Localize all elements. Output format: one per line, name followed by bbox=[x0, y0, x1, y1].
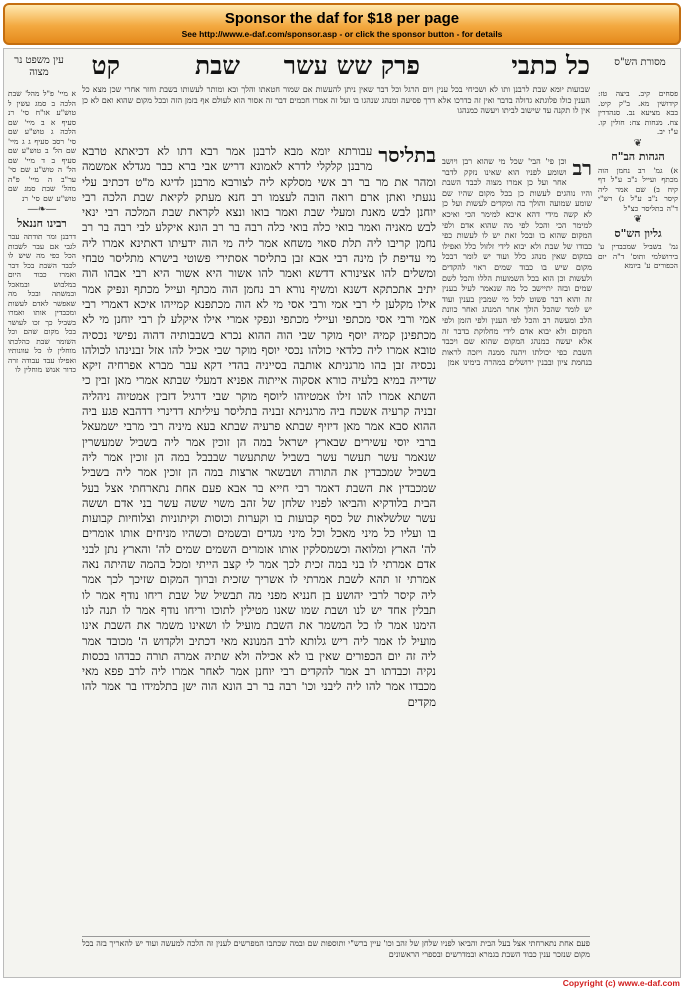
copyright-link[interactable]: Copyright (c) www.e-daf.com bbox=[562, 978, 680, 988]
header-word-4: קט bbox=[91, 51, 120, 80]
header-word-1: כל כתבי bbox=[511, 51, 590, 80]
commentary-text: וכן פי' הבי' שכל מי שהוא רבן ויושב ושומע לפניו הוא שאינו נזקק לדבר אחר ועל כן אמרו מצוה לכבד השבת והיו נוהגים לעשות כן בכל מקום שהיו שם שומע שמועה והולך בה ומקדים לעשות ועל כן לא קשה מידי דהא איכא למימר הכי ואיכא למימר הכי והכל לפי מה שהוא אדם ולפי המקום שהוא בו ובכל זאת יש לו לעשות כפי כבודו של שבת ולא יבוא לידי זלזול כלל ואפילו במקום שאין מנהג כלל ועוד יש לומר דבכל מקום שיש בו כבוד שמים ראוי להקדים ולעשות וכן הוא בכל השמועות הללו והכל לשם שמים ובזה יתיישב כל מה שנאמר לעיל בענין זה והוא דבר פשוט לכל מי שמבין בענין ועוד יש לומר שהכל הולך אחר המנהג ואחר כוונת הלב ומעשה רב והכל לפי הענין ולפי הזמן ולפי המקום ולא יבוא אדם לידי מחלוקת בדבר זה אלא יעשה כמנהג המקום שהוא שם ויכבד השבת כפי יכולתו ויהנה ממנה ויזכה לראות בנחמת ציון ובבנין ירושלים במהרה בימינו אמן bbox=[442, 157, 592, 368]
commentary-start-word: רב bbox=[572, 157, 592, 180]
gilyon-text: גמ' בשביל שמכבדין ע' בירושלמי ותוס' ד"ה יום הכפורים ע' ביומא bbox=[598, 242, 678, 270]
header-corner-left: עין משפט נר מצוה bbox=[14, 55, 64, 78]
hagahot-habach-label: הגהות הב"ח bbox=[611, 150, 665, 163]
hagahot-habach-text: א) גמ' רב נחמן הוה מכתף ועייל נ"ב ע"ל דף קיח ב) שם אמר ליה קיסר נ"ב ע"ל ג) רש"י ד"ה בתליסר כצ"ל bbox=[598, 165, 678, 213]
commentary-column bbox=[442, 157, 592, 937]
divider-ornament-2: ❦ bbox=[633, 214, 643, 225]
rabbeinu-chananel-text: דרבנן ומר תודתה עבר לגבי אם עבר לשבות הכל כפי מה שיש לו לכבד השבת בכל דבר ואמרו כבוד היום במלבוש ובמאכל ובמשתה ובכל מה שאפשר לאדם לעשות ומכבדין אותו ואמרו בשביל כך זכו לעושר בכל מקום שהם וכל השומר שבת כהלכתו מוחלין לו כל עוונותיו ואפילו עבד עבודה זרה כדור אנוש מוחלין לו bbox=[8, 232, 76, 374]
talmud-page bbox=[3, 48, 681, 978]
header-word-2: פרק שש עשר bbox=[283, 51, 420, 80]
sponsor-title[interactable]: Sponsor the daf for $18 per page bbox=[224, 10, 460, 27]
header-corner-right: מסורת הש"ס bbox=[614, 57, 666, 68]
divider-ornament-3: ―❧― bbox=[27, 204, 57, 215]
sponsor-subtitle[interactable]: See http://www.e-daf.com/sponsor.asp - or click the sponsor button - for details bbox=[181, 29, 503, 39]
rashi-top: שבועות יומא שבת לרבנן ותו לא ושכיחי בכל ענין ויום הרגל וכל דבר שאין ניתן להעשות אם שמור חטאתו והלך ובא ומותר לעשותו בשבת וחזר אחרי שכן מצא כל הענין כולו פלוגתא גדולה בדבר ואין זה כדרכו אלא דרך פסיעה ומנהג שנהגו בו ועל זה אמרו חכמים דבר זה אסור הוא לעולם אף בזמן הזה ובכל מקום שהוא ואם לא כן אין לו תקנה עד שישוב לביתו ויעשה כמנהגו bbox=[82, 85, 590, 115]
masoret-text: פסחים קיב. ביצה טז: קידושין מא. ב"ק קיט. בבא מציעא נב. סנהדרין צח. מנחות צח: חולין קו. ע"ז יב. bbox=[598, 89, 678, 136]
gemara-start-word: בתליסר bbox=[378, 144, 436, 167]
ein-mishpat-column bbox=[8, 89, 76, 973]
gilyon-label: גליון הש"ס bbox=[614, 226, 662, 240]
divider-ornament: ❦ bbox=[633, 137, 643, 149]
masoret-hashas-column bbox=[598, 89, 678, 973]
gemara-text: עבורתא יומא מבא לרבנן אמר רבא דתו לא דכיאתא טרבא מרבנן קלקלי לדרא לאמונא דריש אבי ברא כבר מגדלא אמשמה ומהר את מר בר רב אשי מסלקא ליה לצורבא מרבנן לדיגא מ"ט דכתיב עלי נגעתי ואתן ארם רואה הובה לעצמו רב חנא מעתק לקיאת שבת הלכה רבי יוחנן לבש מאנת ומעלי שבת ואמר בואו ונצא לקראת שבת המלכה רבי ינאי לבש מאניה ואמר בואי כלה בואי כלה רבה בר רב הונא איקלע לבי רבה בר רב נחמן קריבו ליה תלת סאוי משחא אמר ליה מי הוה ידעיתו דאתינא אמרו ליה מי עדיפת לן מינה רבי אבא זבן בתליסר אסתירי פשוטי בישרא מתליסר טבחי ומשלים להו אצינורא דדשא ואמר להו אשור היא אשור היא רבי אבהו הוה יתיב אתכתקא דשנא ומשיף נורא רב נחמן הוה מכתף ועייל מכתף ונפיק אמר אילו מקלען לי רבי אמי ורבי אסי מי לא הוה מכתפנא קמייהו איכא דאמרי רבי אמי ורבי אסי מכתפי ועיילי מכתפי ונפקי אמרי אילו איקלע לן רבי יוחנן מי לא מכתפינן קמיה יוסף מוקר שבי הוה ההוא נכרא בשבבותיה דהוה נפישי נכסיה טובא אמרו ליה כלדאי כולהו נכסי יוסף מוקר שבי אכיל להו אזל זבנינהו לכולהו נכסיה זבן בהו מרגניתא אותבה בסייניה בהדי דקא עבר מברא אפרחיה זיקא שדייה במיא בלעיה כורא אסקוה אייתוה אפניא דמעלי שבתא אמרי מאן זבין כי השתא אמרו להו זילו אמטיוהו ליוסף מוקר שבי דרגיל דזבין אמטיוה ניהליה זבניה קרעיה אשכח ביה מרגניתא זבניה בתליסר עיליתא דדינרי דדהבא פגע ביה ההוא סבא אמר מאן דיזיף שבתא פרעיה שבתא בעא מיניה רבי מרבי ישמעאל ברבי יוסי עשירים שבארץ ישראל במה הן זוכין אמר ליה בשביל שמעשרין שנאמר עשר תעשר עשר בשביל שתתעשר שבבבל במה הן זוכין אמר ליה בשביל שמכבדין את התורה ושבשאר ארצות במה הן זוכין אמר ליה בשביל שמכבדין את השבת דאמר רבי חייא בר אבא פעם אחת נתארחתי אצל בעל הבית בלודקיא והביאו לפניו שלחן של זהב משוי ששה עשר בני אדם וששה עשר שלשלאות של כסף קבועות בו וקערות וכוסות וקיתוניות וצלוחיות קבועות בו ועליו כל מיני מאכל וכל מיני מגדים ובשמים וכשהיו מניחים אותו אומרים לה' הארץ ומלואה וכשמסלקין אותו אומרים השמים שמים לה' והארץ נתן לבני אדם אמרתי לו בני במה זכית לכך אמר לי קצב הייתי ומכל בהמה שהיתה נאה אמרתי זו תהא לשבת אמרתי לו אשריך שזכית וברוך המקום שזיכך לכך אמר ליה קיסר לרבי יהושע בן חנניא מפני מה תבשיל של שבת ריחו נודף אמר לו תבלין אחד יש לנו ושבת שמו שאנו מטילין לתוכו וריחו נודף אמר לו תנה לנו הימנו אמר לו כל המשמר את השבת מועיל לו ושאינו משמר את השבת אינו מועיל לו אמר ליה ריש גלותא לרב המנונא מאי דכתיב ולקדוש ה' מכובד אמר ליה זה יום הכפורים שאין בו לא אכילה ולא שתיה אמרה תורה כבדהו בכסות נקיה וכבדתו רב אמר להקדים רבי יוחנן אמר לאחר אמרו ליה לרב פפא מאי מכבדו אמר להו ליה ליבני וכו' רבה בר רב הונא הוה ישן בתלמידו בר אמר להו מקדים bbox=[82, 144, 436, 709]
rabbeinu-chananel-label: רבינו חננאל bbox=[17, 216, 67, 230]
bottom-commentary: פעם אחת נתארחתי אצל בעל הבית והביאו לפניו שלחן של זהב וכו' עיין ברש"י ותוספות שם ובמה שכתבו המפרשים לענין זה הלכה למעשה ועוד יש להאריך בזה בכל מקום שנזכר ענין כבוד השבת בגמרא ובמדרשים ובספרי הראשונים bbox=[82, 936, 590, 973]
ein-mishpat-text: א מיי' פ"ל מהל' שבת הלכה ב סמג עשין ל טוש"ע או"ח סי' רנ סעיף א ב מיי' שם הלכה ג טוש"ע שם סי' רסב סעיף ג ג מיי' שם הל' ב טוש"ע שם סעיף ב ד מיי' שם הל' ה טוש"ע שם סי' ער"ב ה מיי' פ"ה מהל' שבת סמג שם טוש"ע שם סי' רנ bbox=[8, 89, 76, 203]
sponsor-banner[interactable] bbox=[3, 3, 681, 45]
page-header bbox=[4, 49, 680, 83]
gemara-main-column bbox=[82, 144, 436, 937]
header-word-3: שבת bbox=[195, 51, 240, 80]
